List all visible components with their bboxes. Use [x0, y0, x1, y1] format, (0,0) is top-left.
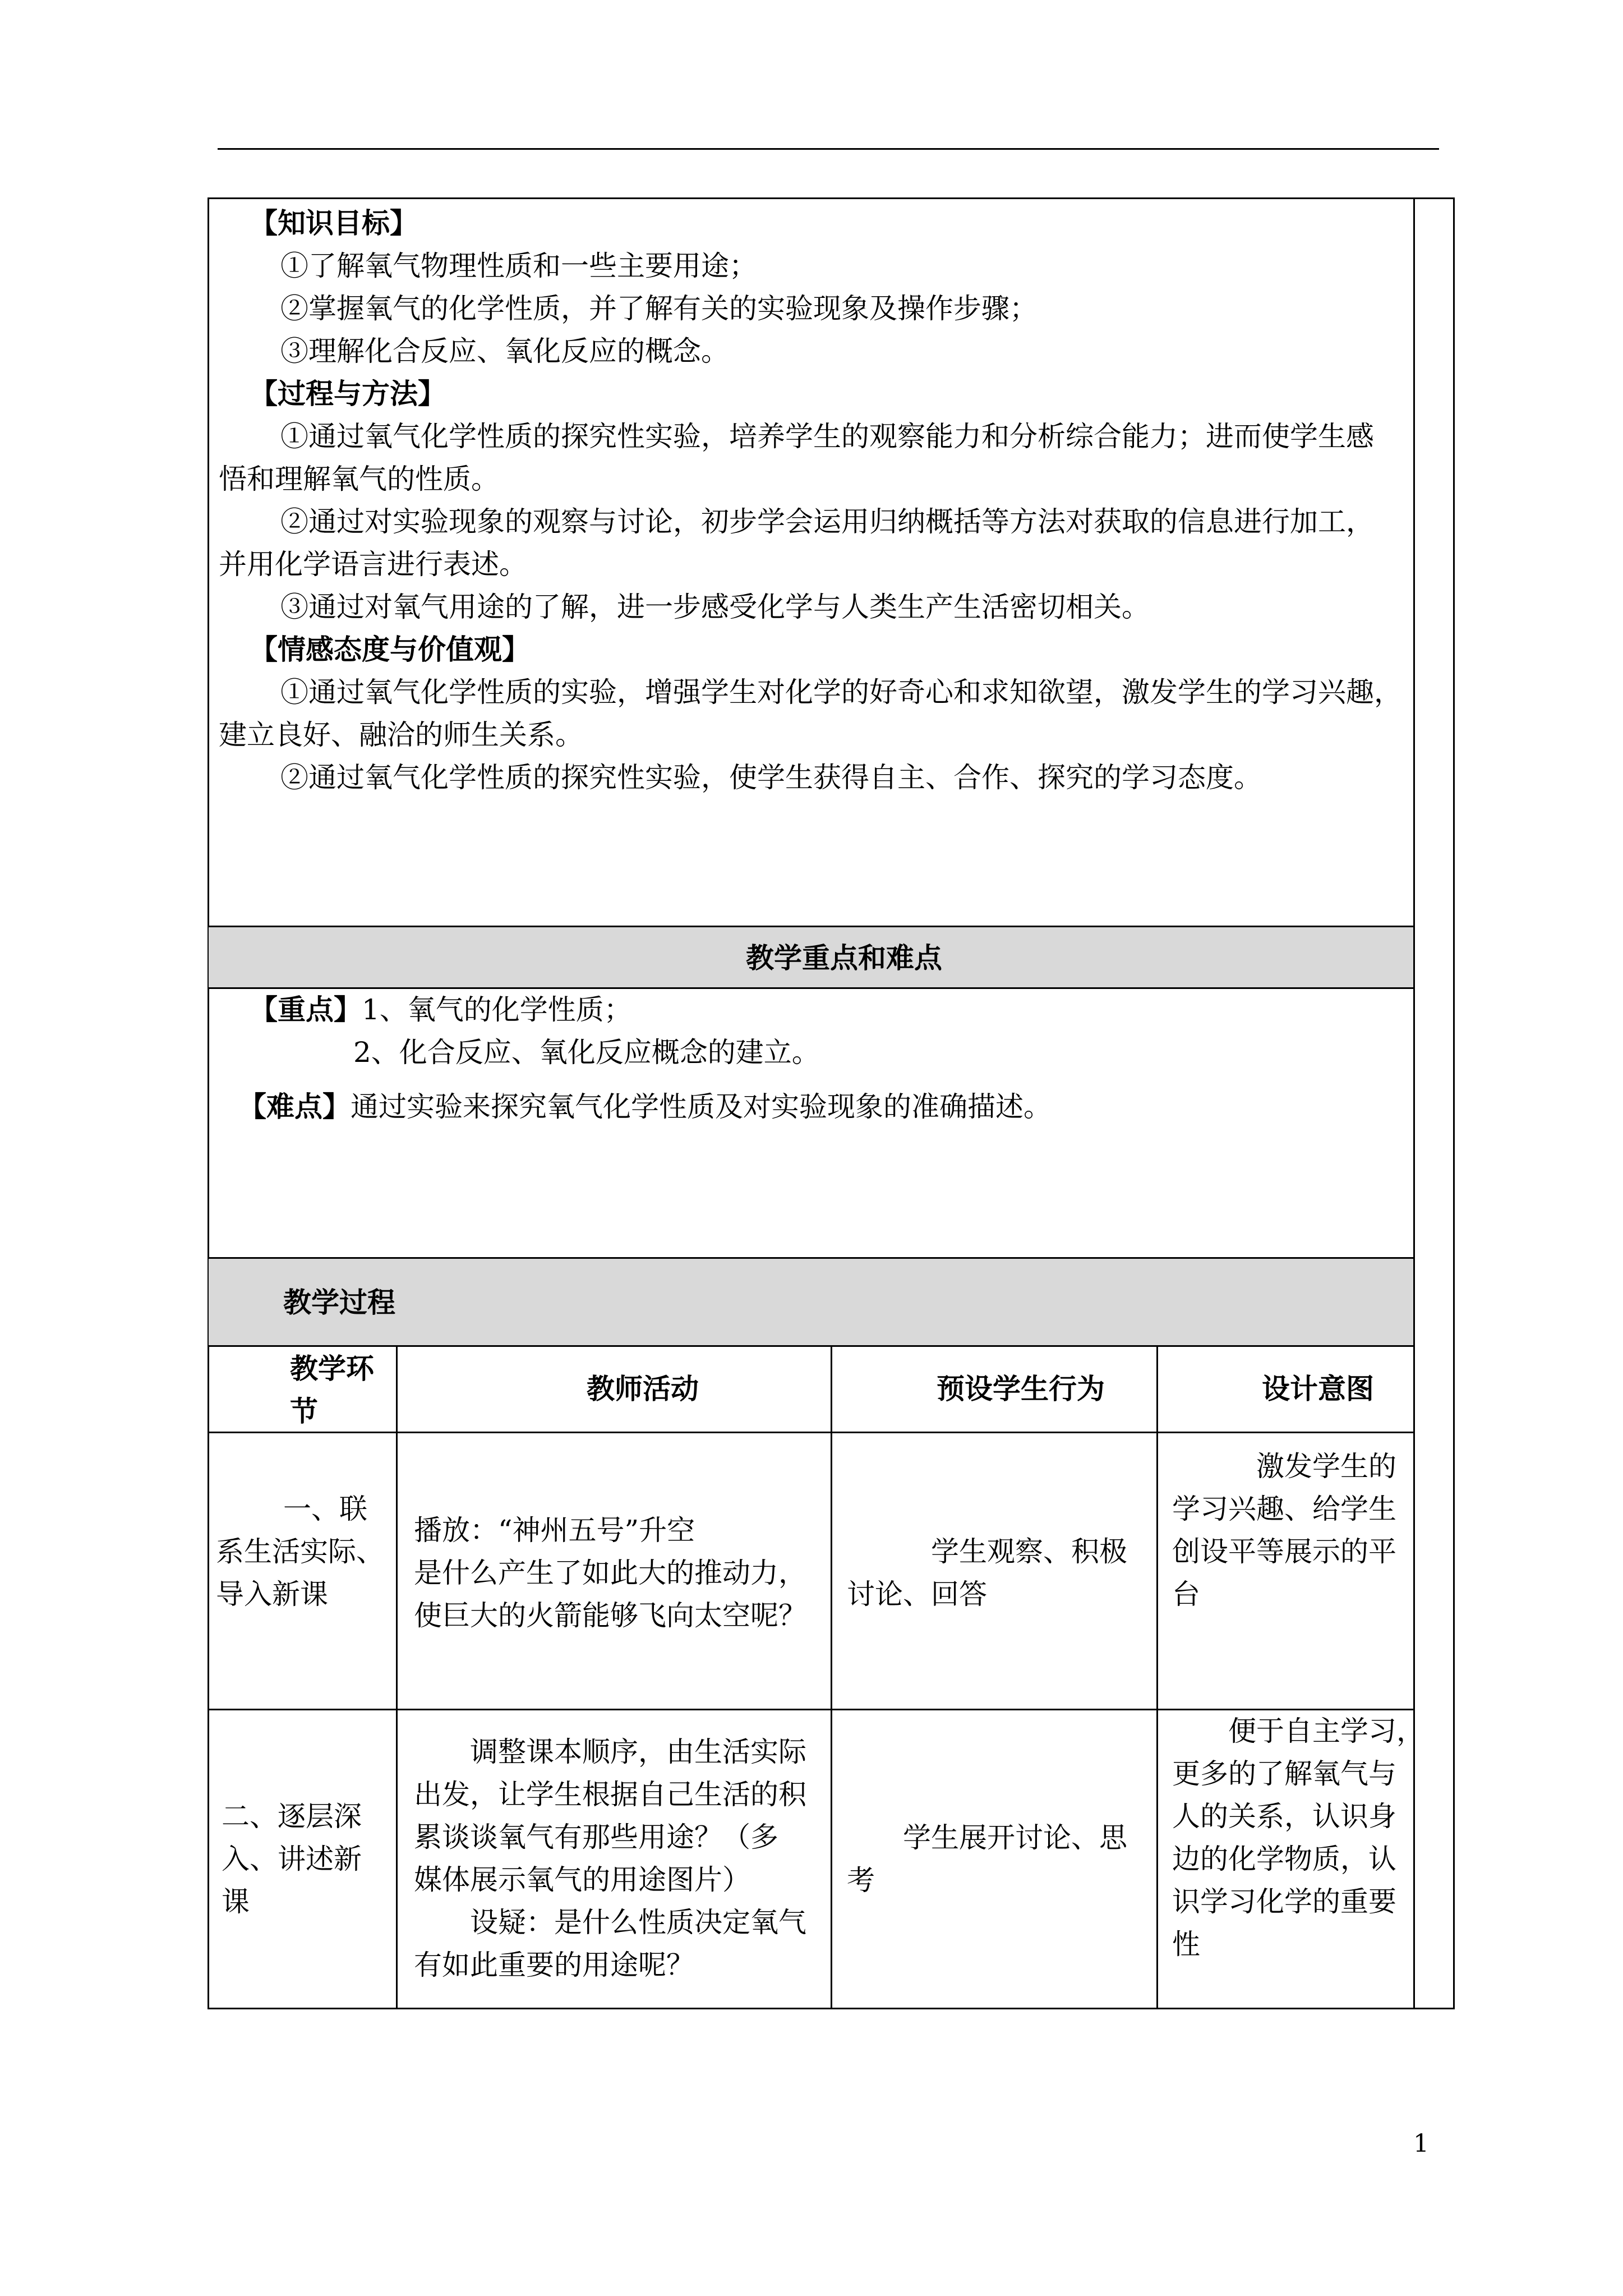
page-number: 1	[1413, 2129, 1429, 2158]
table-row-2-intent: 便于自主学习， 更多的了解氧气与 人的关系，认识身 边的化学物质，认 识学习化学的重要 性	[1172, 1715, 1424, 1961]
knowledge-item-3: ③理解化合反应、氧化反应的概念。	[280, 335, 729, 367]
attitude-line: ②通过氧气化学性质的探究性实验，使学生获得自主、合作、探究的学习态度。	[280, 761, 1262, 794]
process-method-line: 并用化学语言进行表述。	[219, 548, 527, 581]
attitude-line: 建立良好、融洽的师生关系。	[219, 719, 583, 751]
attitude-heading: 【情感态度与价值观】	[250, 633, 530, 666]
header-student: 预设学生行为	[937, 1373, 1105, 1405]
header-intent: 设计意图	[1262, 1373, 1374, 1405]
key-points-title: 教学重点和难点	[746, 942, 942, 974]
table-row-2-stage: 二、逐层深 入、讲述新 课	[222, 1800, 362, 1918]
knowledge-item-1: ①了解氧气物理性质和一些主要用途；	[280, 250, 757, 282]
row-divider	[208, 926, 1415, 927]
header-teacher: 教师活动	[587, 1373, 699, 1405]
row-divider	[208, 1432, 1415, 1433]
key-item-2: 2、化合反应、氧化反应概念的建立。	[353, 1036, 820, 1069]
table-row-2-teacher: 调整课本顺序，由生活实际 出发，让学生根据自己生活的积 累谈谈氧气有那些用途？（多 媒体展示氧气的用途图片） 设疑：是什么性质决定氧气 有如此重要的用途呢？	[414, 1736, 806, 1981]
process-method-line: 悟和理解氧气的性质。	[219, 463, 499, 495]
process-method-line: ③通过对氧气用途的了解，进一步感受化学与人类生产生活密切相关。	[280, 591, 1150, 623]
row-divider	[208, 1257, 1415, 1259]
process-method-line: ①通过氧气化学性质的探究性实验，培养学生的观察能力和分析综合能力；进而使学生感	[280, 420, 1374, 453]
table-row-1-teacher: 播放：“神州五号”升空 是什么产生了如此大的推动力， 使巨大的火箭能够飞向太空呢？	[414, 1514, 806, 1632]
table-row-2-student: 学生展开讨论、思 考	[847, 1821, 1127, 1897]
process-method-line: ②通过对实验现象的观察与讨论，初步学会运用归纳概括等方法对获取的信息进行加工，	[280, 505, 1374, 538]
column-divider	[396, 1345, 398, 2009]
table-row-1-stage: 一、联 系生活实际、 导入新课	[216, 1493, 384, 1611]
table-row-1-intent: 激发学生的 学习兴趣、给学生 创设平等展示的平 台	[1172, 1450, 1396, 1611]
process-title: 教学过程	[283, 1286, 395, 1319]
key-item-1: 1、氧气的化学性质；	[362, 993, 632, 1026]
attitude-line: ①通过氧气化学性质的实验，增强学生对化学的好奇心和求知欲望，激发学生的学习兴趣，	[280, 676, 1402, 708]
header-rule	[218, 148, 1439, 150]
key-label: 【重点】	[250, 993, 362, 1026]
table-row-1-student: 学生观察、积极 讨论、回答	[847, 1535, 1127, 1611]
column-divider	[831, 1345, 832, 2009]
column-divider	[1156, 1345, 1158, 2009]
difficulty-label: 【难点】	[238, 1091, 351, 1123]
knowledge-heading: 【知识目标】	[250, 207, 418, 240]
row-divider	[208, 1345, 1415, 1347]
header-stage: 教学环 节	[290, 1352, 374, 1428]
knowledge-item-2: ②掌握氧气的化学性质，并了解有关的实验现象及操作步骤；	[280, 292, 1038, 325]
difficulty-text: 通过实验来探究氧气化学性质及对实验现象的准确描述。	[351, 1091, 1052, 1123]
process-method-heading: 【过程与方法】	[250, 378, 446, 410]
